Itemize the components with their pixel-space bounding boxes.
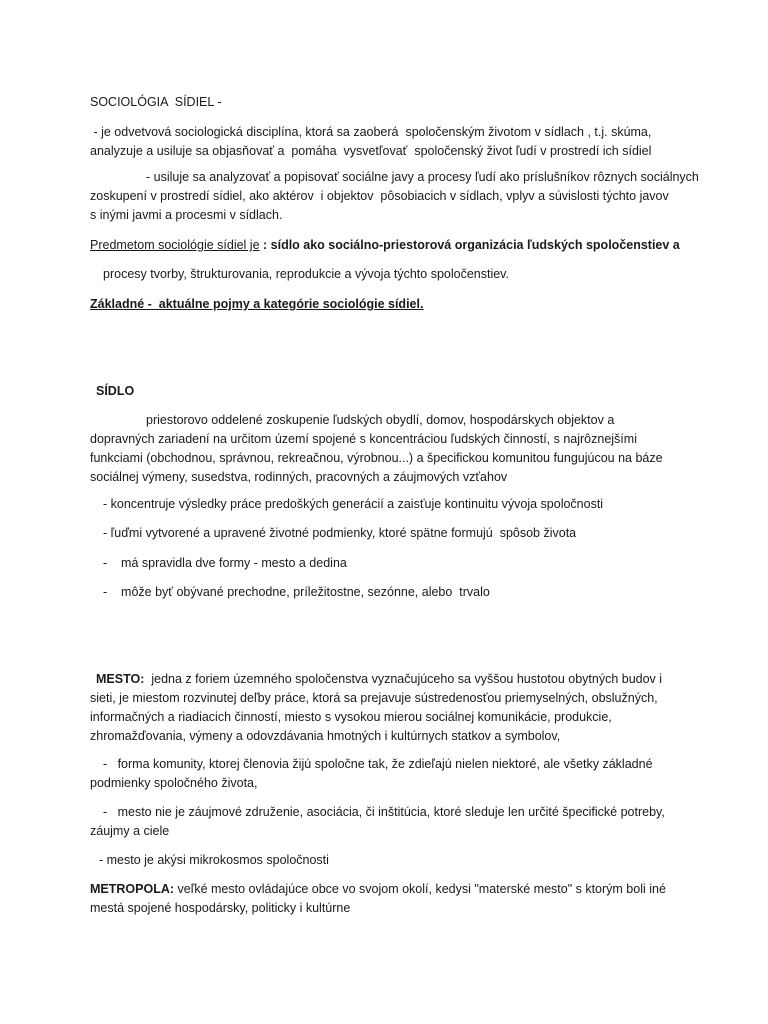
mesto-definition-line: informačných a riadiacich činností, miesto s vysokou mierou sociálnej komunikácie, produkcie, bbox=[90, 710, 612, 724]
mesto-bullet: - mesto je akýsi mikrokosmos spoločnosti bbox=[99, 853, 329, 867]
sidlo-bullet: - koncentruje výsledky práce predoškých generácií a zaisťuje kontinuitu vývoja spoločnosti bbox=[103, 497, 604, 511]
mesto-bullet: - mesto nie je záujmové združenie, asociácia, či inštitúcia, ktoré sleduje len určité špecifické potreby, bbox=[103, 805, 665, 819]
sidlo-heading: SÍDLO bbox=[96, 384, 135, 398]
subject-line: procesy tvorby, štrukturovania, reprodukcie a vývoja týchto spoločenstiev. bbox=[103, 267, 509, 281]
mesto-bullet: - forma komunity, ktorej členovia žijú spoločne tak, že zdieľajú nielen niektoré, ale všetky základné bbox=[103, 757, 653, 771]
sidlo-bullet: - má spravidla dve formy - mesto a dedina bbox=[103, 556, 347, 570]
metropola-definition-line: mestá spojené hospodársky, politicky i kultúrne bbox=[90, 901, 351, 915]
sidlo-bullet: - môže byť obývané prechodne, príležitostne, sezónne, alebo trvalo bbox=[103, 585, 490, 599]
intro-paragraph-line: zoskupení v prostredí sídiel, ako aktérov i objektov pôsobiacich v sídlach, vplyv a súvislosti týchto javov bbox=[90, 189, 669, 203]
mesto-heading: MESTO: bbox=[96, 672, 145, 686]
mesto-bullet-continuation: záujmy a ciele bbox=[90, 824, 170, 838]
metropola-definition-text: veľké mesto ovládajúce obce vo svojom okolí, kedysi "materské mesto" s ktorým boli iné bbox=[174, 882, 666, 896]
metropola-definition-line bbox=[90, 881, 666, 897]
sidlo-definition-line: funkciami (obchodnou, správnou, rekreačnou, výrobnou...) a špecifickou komunitou fungujúcou na báze bbox=[90, 451, 663, 465]
sidlo-definition-line: priestorovo oddelené zoskupenie ľudských obydlí, domov, hospodárskych objektov a bbox=[146, 413, 615, 427]
mesto-definition-line bbox=[96, 671, 662, 687]
intro-paragraph-line: s inými javmi a procesmi v sídlach. bbox=[90, 208, 283, 222]
subject-line bbox=[90, 237, 680, 253]
basic-terms-heading: Základné - aktuálne pojmy a kategórie sociológie sídiel. bbox=[90, 297, 424, 311]
intro-paragraph-line: - usiluje sa analyzovať a popisovať sociálne javy a procesy ľudí ako príslušníkov rôznych sociálnych bbox=[146, 170, 699, 184]
intro-paragraph-line: - je odvetvová sociologická disciplína, ktorá sa zaoberá spoločenským životom v sídlach , t.j. skúma, bbox=[90, 125, 652, 139]
intro-paragraph-line: analyzuje a usiluje sa objasňovať a pomáha vysvetľovať spoločenský život ľudí v prostredí ich sídiel bbox=[90, 144, 652, 158]
subject-lead: Predmetom sociológie sídiel je bbox=[90, 238, 260, 252]
sidlo-definition-line: sociálnej výmeny, susedstva, rodinných, pracovných a záujmových vzťahov bbox=[90, 470, 508, 484]
mesto-definition-line: zhromažďovania, výmeny a odovzdávania hmotných i kultúrnych statkov a symbolov, bbox=[90, 729, 561, 743]
sidlo-definition-line: dopravných zariadení na určitom území spojené s koncentráciou ľudských činností, s najrôznejšími bbox=[90, 432, 637, 446]
mesto-definition-text: jedna z foriem územného spoločenstva vyznačujúceho sa vyššou hustotou obytných budov i bbox=[144, 672, 663, 686]
subject-definition: : sídlo ako sociálno-priestorová organizácia ľudských spoločenstiev a bbox=[259, 238, 680, 252]
metropola-heading: METROPOLA: bbox=[90, 882, 175, 896]
mesto-bullet-continuation: podmienky spoločného života, bbox=[90, 776, 258, 790]
mesto-definition-line: sieti, je miestom rozvinutej deľby práce, ktorá sa prejavuje sústredenosťou priemyselných, obslužných, bbox=[90, 691, 658, 705]
page-title: SOCIOLÓGIA SÍDIEL - bbox=[90, 95, 222, 109]
sidlo-bullet: - ľuďmi vytvorené a upravené životné podmienky, ktoré spätne formujú spôsob života bbox=[103, 526, 577, 540]
